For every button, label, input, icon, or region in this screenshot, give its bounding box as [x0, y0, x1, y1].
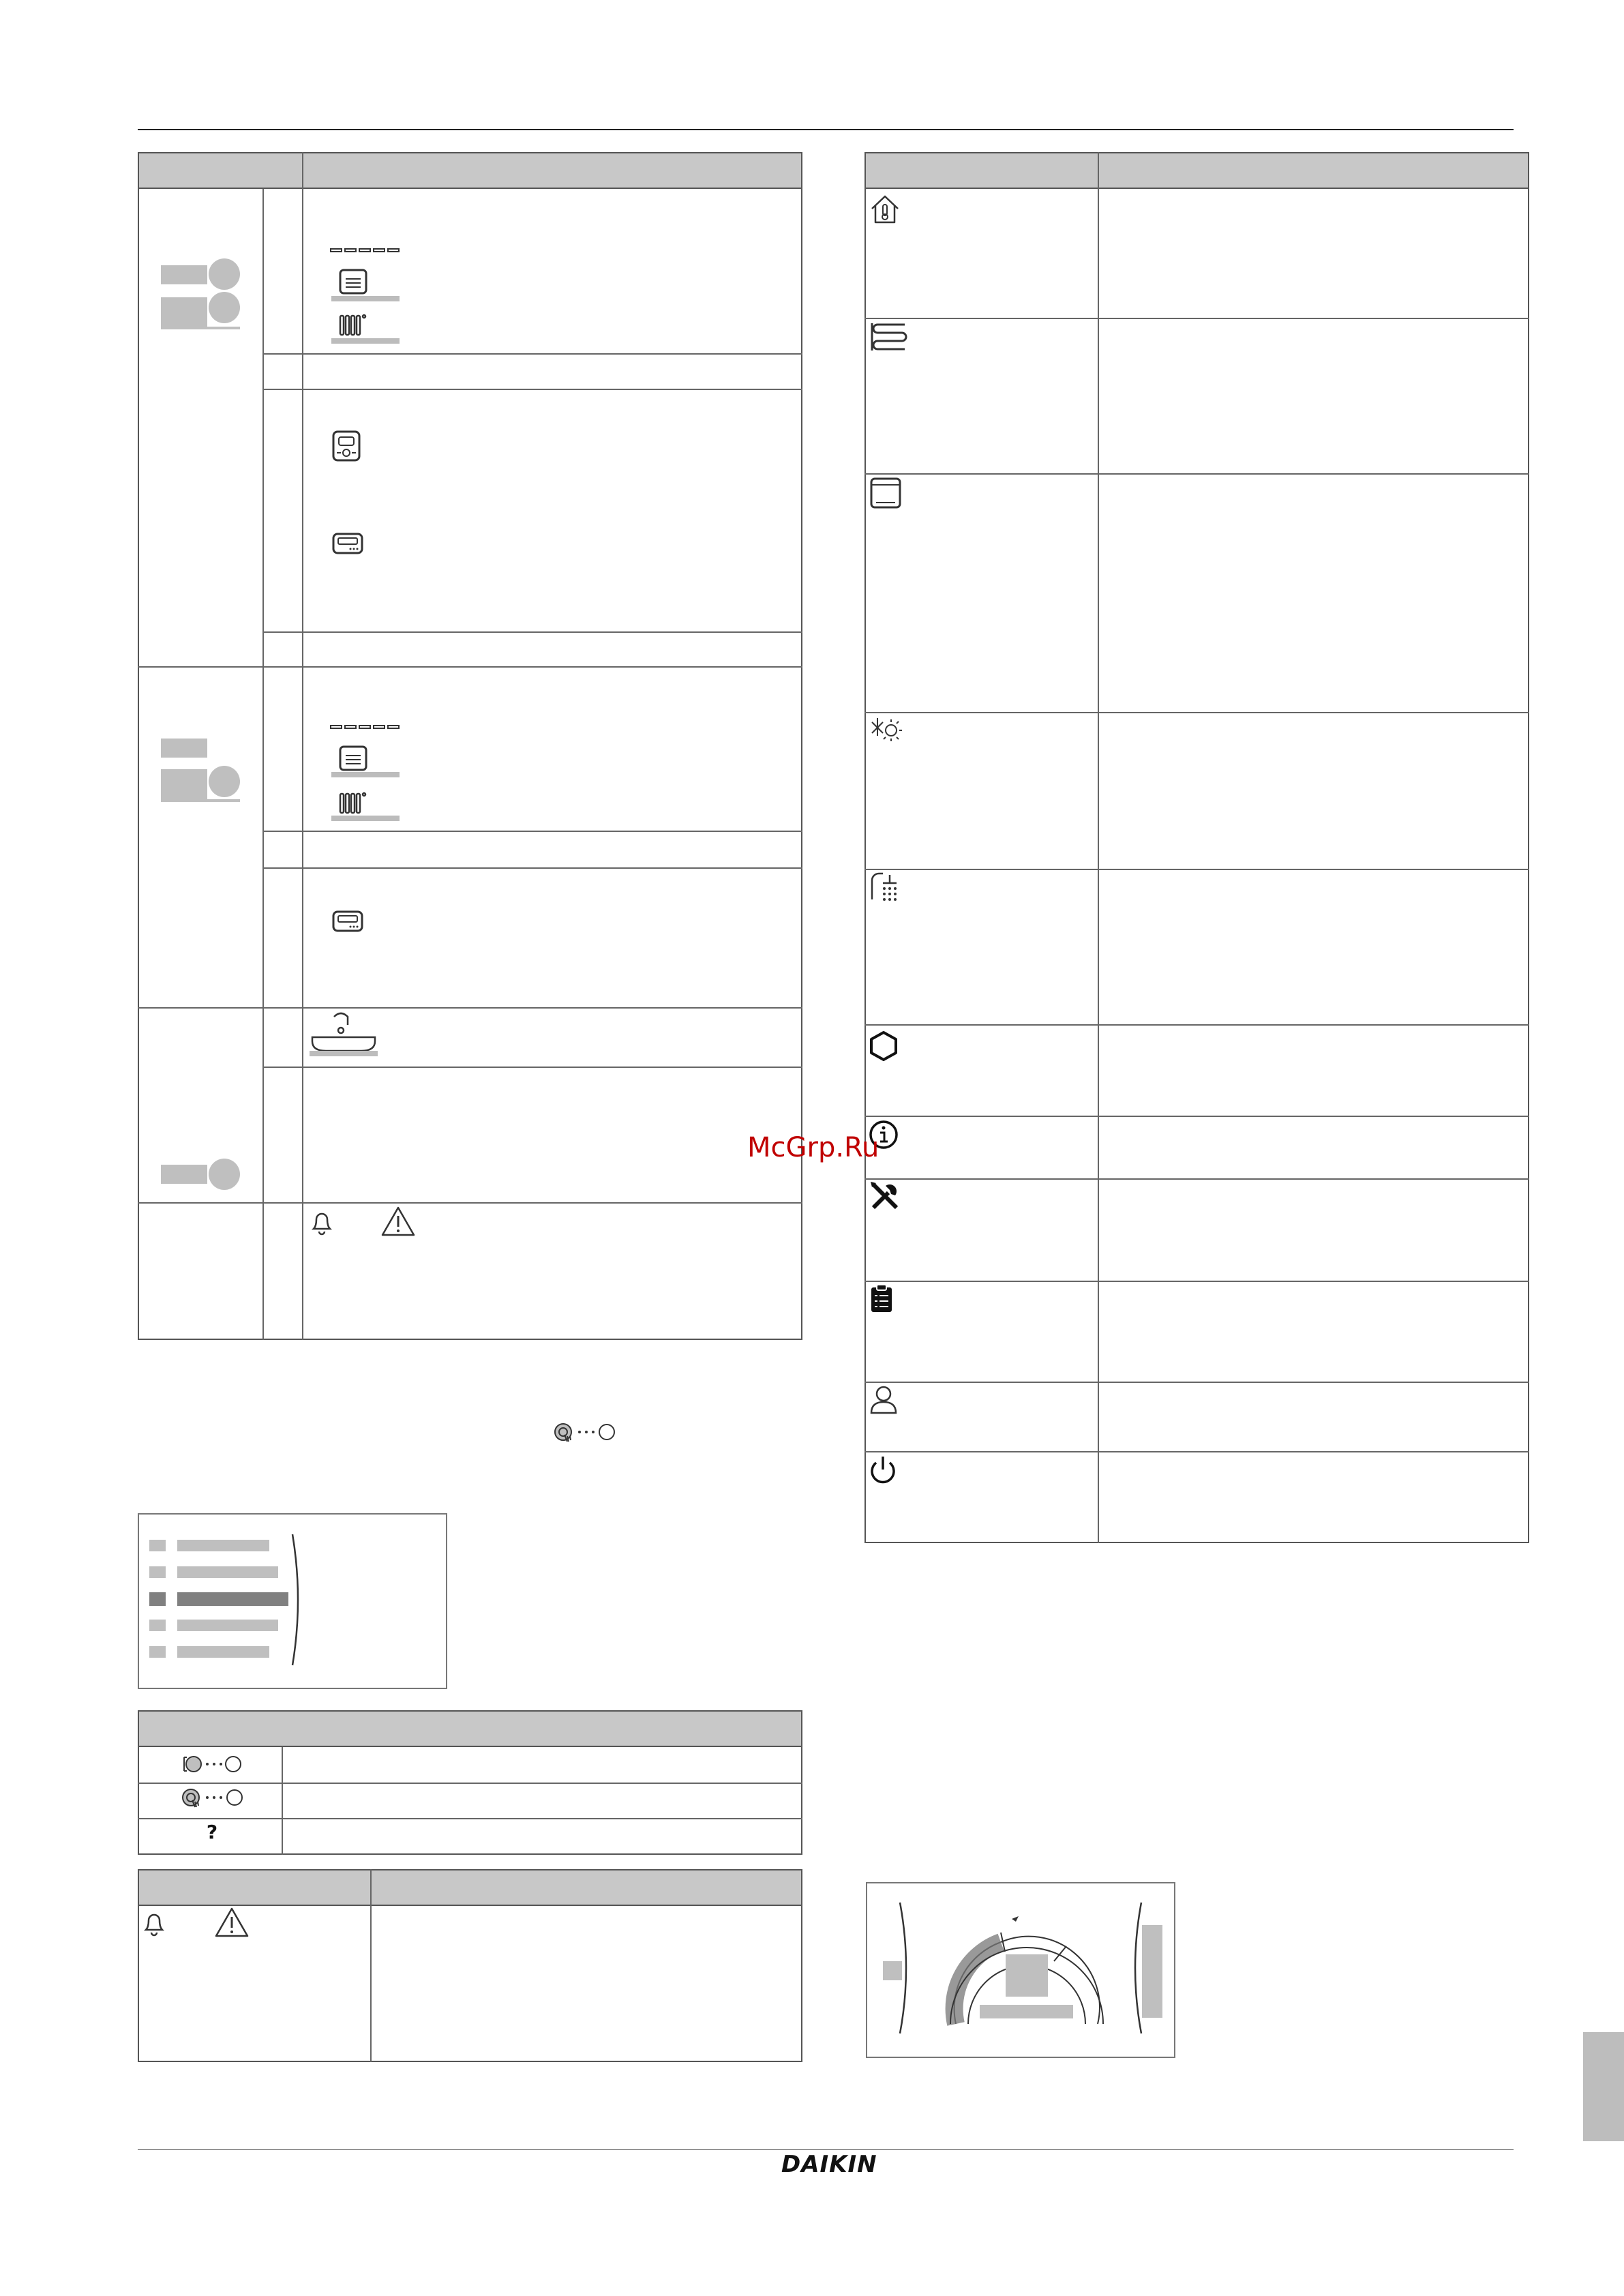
display-unit-icon: [331, 532, 364, 555]
radiator-icon: [339, 313, 367, 338]
home-thermometer-icon: [869, 194, 901, 225]
dashes-icon: [330, 724, 401, 730]
sun-snowflake-icon: [869, 715, 902, 747]
controller-icon: [339, 745, 367, 771]
dashes-icon: [330, 247, 401, 254]
shower-icon: [869, 871, 901, 902]
press-icon: [179, 1787, 244, 1811]
selected-menu-item[interactable]: [149, 1592, 166, 1606]
power-icon: [868, 1455, 898, 1486]
daikin-logo: DAIKIN: [781, 2151, 877, 2178]
clipboard-icon: [869, 1283, 894, 1313]
bell-icon: [308, 1207, 335, 1237]
alarm-table-header: [138, 1869, 802, 1906]
press-icon: [551, 1421, 616, 1446]
radiator-icon: [339, 791, 367, 816]
user-icon: [869, 1384, 898, 1414]
warning-icon: [214, 1907, 250, 1938]
hexagon-icon: [869, 1030, 898, 1062]
help-icon: ?: [206, 1821, 218, 1843]
bell-icon: [140, 1908, 168, 1938]
tap-bath-icon: [310, 1010, 382, 1056]
chapter-tab: [1583, 2032, 1624, 2141]
bottom-rule: [138, 2149, 1514, 2150]
hot-water-tank-icon: [869, 477, 902, 509]
top-rule: [138, 129, 1514, 130]
press-hold-icon: [177, 1752, 243, 1776]
display-unit-icon: [331, 910, 364, 933]
watermark: McGrp.Ru: [747, 1132, 879, 1163]
warning-icon: [380, 1206, 416, 1237]
tools-icon: [868, 1179, 902, 1213]
left-table-header: [138, 152, 802, 189]
selected-menu-bar[interactable]: [177, 1592, 288, 1606]
room-unit-icon: [331, 430, 361, 462]
legend-table-header: [138, 1710, 802, 1747]
controller-icon: [339, 269, 367, 295]
scroll-bracket: [290, 1533, 306, 1667]
underfloor-heating-icon: [869, 320, 907, 353]
right-table-header: [864, 152, 1529, 189]
